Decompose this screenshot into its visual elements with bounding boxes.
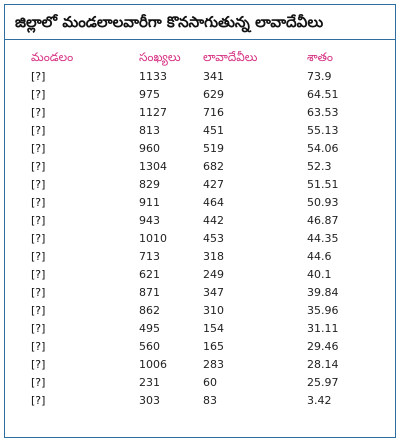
row-mandal-name: [?] [31,70,46,83]
table-row [5,266,395,284]
row-mandal-name: [?] [31,196,46,209]
table-row [5,248,395,266]
row-mandal-name: [?] [31,268,46,281]
table-row [5,212,395,230]
table-row [5,122,395,140]
row-percent: 35.96 [307,304,339,317]
row-count: 1010 [139,232,167,245]
table-row [5,374,395,392]
row-transactions: 165 [203,340,224,353]
row-count: 871 [139,286,160,299]
row-transactions: 347 [203,286,224,299]
row-count: 813 [139,124,160,137]
row-transactions: 427 [203,178,224,191]
row-percent: 73.9 [307,70,332,83]
row-percent: 63.53 [307,106,339,119]
table-row [5,338,395,356]
row-transactions: 341 [203,70,224,83]
row-count: 713 [139,250,160,263]
row-transactions: 283 [203,358,224,371]
row-mandal-name: [?] [31,394,46,407]
row-percent: 52.3 [307,160,332,173]
row-percent: 64.51 [307,88,339,101]
row-count: 1304 [139,160,167,173]
table-row [5,86,395,104]
row-percent: 25.97 [307,376,339,389]
row-count: 975 [139,88,160,101]
document-card [4,4,396,438]
row-count: 231 [139,376,160,389]
header-transactions: లావాదేవీలు [203,50,258,64]
row-percent: 44.6 [307,250,332,263]
row-count: 495 [139,322,160,335]
row-count: 1127 [139,106,167,119]
row-mandal-name: [?] [31,106,46,119]
header-percent: శాతం [307,50,334,64]
row-percent: 54.06 [307,142,339,155]
row-count: 1006 [139,358,167,371]
table-row [5,320,395,338]
row-mandal-name: [?] [31,232,46,245]
row-transactions: 442 [203,214,224,227]
mandal-transactions-table [5,40,395,410]
row-mandal-name: [?] [31,178,46,191]
table-row [5,284,395,302]
row-percent: 39.84 [307,286,339,299]
row-transactions: 83 [203,394,217,407]
row-transactions: 519 [203,142,224,155]
row-percent: 28.14 [307,358,339,371]
row-count: 862 [139,304,160,317]
row-percent: 31.11 [307,322,339,335]
row-mandal-name: [?] [31,250,46,263]
row-count: 1133 [139,70,167,83]
table-row [5,302,395,320]
row-mandal-name: [?] [31,214,46,227]
row-percent: 44.35 [307,232,339,245]
table-row [5,392,395,410]
header-mandal: మండలం [31,50,74,64]
row-percent: 29.46 [307,340,339,353]
row-mandal-name: [?] [31,160,46,173]
table-header-row [5,48,395,66]
row-mandal-name: [?] [31,322,46,335]
row-mandal-name: [?] [31,142,46,155]
row-transactions: 249 [203,268,224,281]
row-count: 560 [139,340,160,353]
row-count: 829 [139,178,160,191]
table-row [5,158,395,176]
row-count: 911 [139,196,160,209]
row-count: 943 [139,214,160,227]
row-mandal-name: [?] [31,376,46,389]
row-percent: 40.1 [307,268,332,281]
row-mandal-name: [?] [31,286,46,299]
row-transactions: 629 [203,88,224,101]
table-row [5,176,395,194]
row-transactions: 682 [203,160,224,173]
table-row [5,356,395,374]
row-count: 960 [139,142,160,155]
row-percent: 50.93 [307,196,339,209]
row-mandal-name: [?] [31,304,46,317]
table-row [5,140,395,158]
table-row [5,68,395,86]
table-row [5,104,395,122]
row-count: 303 [139,394,160,407]
row-count: 621 [139,268,160,281]
row-percent: 51.51 [307,178,339,191]
row-transactions: 154 [203,322,224,335]
row-mandal-name: [?] [31,124,46,137]
row-transactions: 464 [203,196,224,209]
row-transactions: 451 [203,124,224,137]
row-percent: 46.87 [307,214,339,227]
row-transactions: 318 [203,250,224,263]
header-count: సంఖ్యలు [139,50,181,64]
row-transactions: 60 [203,376,217,389]
row-percent: 3.42 [307,394,332,407]
row-mandal-name: [?] [31,88,46,101]
row-transactions: 716 [203,106,224,119]
document-title: జిల్లాలో మండలాలవారీగా కొనసాగుతున్న లావాదేవీలు [5,5,395,40]
row-percent: 55.13 [307,124,339,137]
row-mandal-name: [?] [31,358,46,371]
table-row [5,230,395,248]
row-mandal-name: [?] [31,340,46,353]
row-transactions: 453 [203,232,224,245]
row-transactions: 310 [203,304,224,317]
table-row [5,194,395,212]
